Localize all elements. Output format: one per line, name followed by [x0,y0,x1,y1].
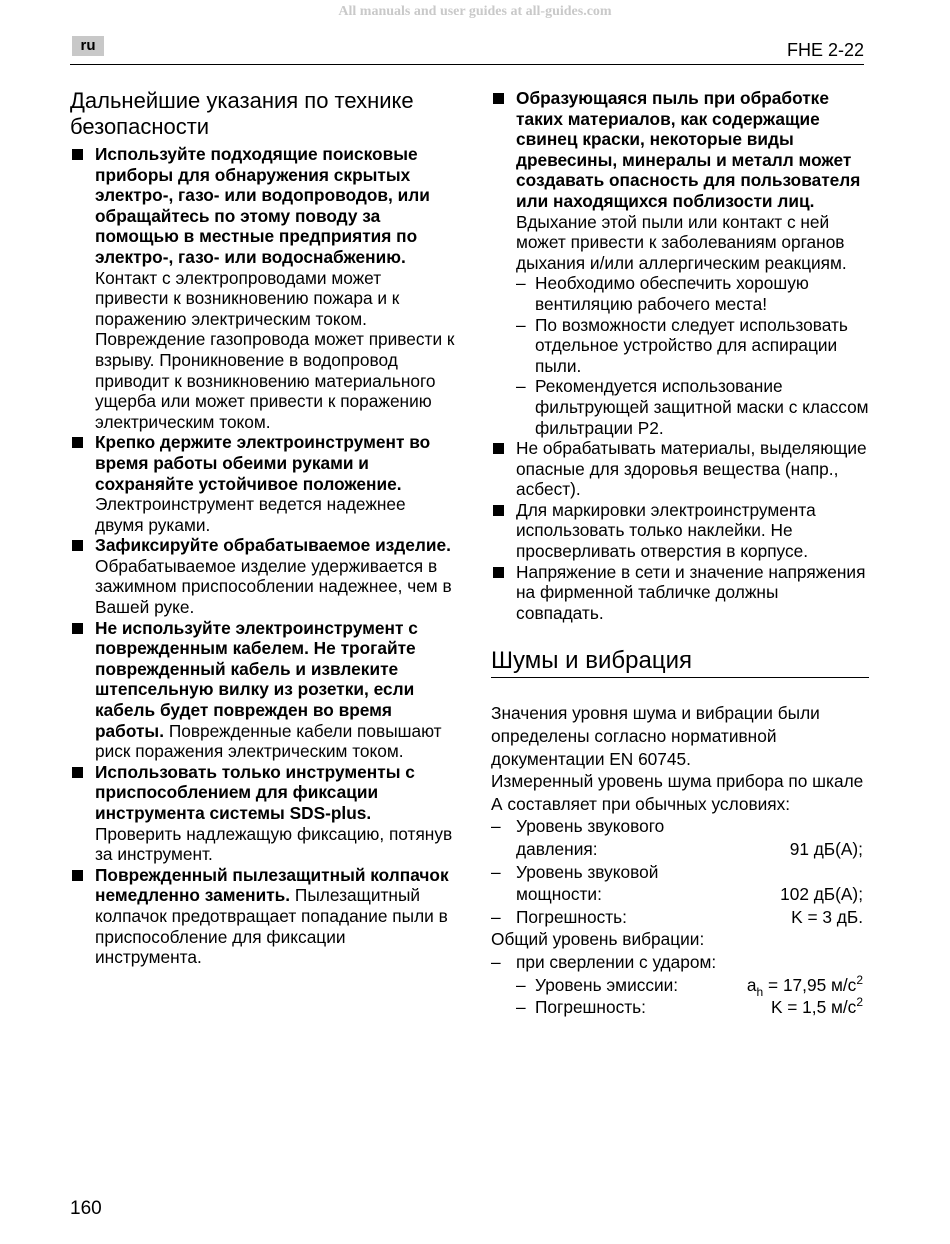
left-column [70,88,455,968]
safety-item-workpiece [70,535,455,617]
uncertainty-row [491,906,869,929]
right-column [491,88,869,1019]
vib-uncertainty-superscript: 2 [856,995,863,1010]
watermark-text: All manuals and user guides at all-guides.com [338,4,612,19]
safety-item-bold: Крепко держите электроинструмент во время работы обеими руками и сохраняйте устойчивое положение. [95,432,431,494]
safety-item-grip [70,432,455,535]
safety-item-text: Пылезащитный колпачок предотвращает попадание пыли в приспособление для фиксации инструмента. [95,885,448,968]
safety-item-detectors [70,144,455,432]
sound-power-label: – Уровень звуковой мощности: [516,861,659,905]
safety-item-labels: Для маркировки электроинструмента использовать только наклейки. Не просверливать отверстия в корпусе. [491,500,869,562]
emission-value-group [747,974,863,997]
noise-intro: Значения уровня шума и вибрации были определены согласно нормативной документации EN 60745. [491,703,820,769]
uncertainty-label: – Погрешность: [516,906,627,927]
safety-item-bold: Используйте подходящие поисковые приборы для обнаружения скрытых электро-, газо- или водопроводов, или обращайтесь по этому поводу за помощью в местные предприятия по электро-, газо- или водоснабжению. [95,144,430,267]
safety-item-text: Контакт с электропроводами может привести к возникновению пожара и к поражению электрическим током. Повреждение газопровода может привести к взрыву. Проникновение в водопровод приводит к возникновению материального ущерба или может привести к поражению электрическим током. [95,267,455,432]
vibration-total: Общий уровень вибрации: [491,929,705,950]
safety-item-text: Проверить надлежащую фиксацию, потянув за инструмент. [95,823,453,865]
emission-value: = 17,95 м/с [768,974,857,995]
sound-pressure-row [491,815,869,860]
sound-pressure-label: – Уровень звукового давления: [516,816,665,859]
emission-symbol: a [746,974,757,995]
safety-item-bold: Не используйте электроинструмент с поврежденным кабелем. Не трогайте поврежденный кабель и извлеките штепсельную вилку из розетки, если кабель будет поврежден во время работы. [95,617,418,741]
safety-item-text: Вдыхание этой пыли или контакт с ней может привести к заболеваниям органов дыхания и/или аллергическим реакциям. [516,211,847,273]
dust-dash-mask: – Рекомендуется использование фильтрующей защитной маски с классом фильтрации P2. [491,376,869,438]
sound-pressure-value: 91 дБ(А); [789,839,863,859]
noise-section [491,702,869,1018]
safety-item-bold: Поврежденный пылезащитный колпачок немедленно заменить. [95,864,449,906]
header-rule [70,64,864,65]
safety-item-bold: Зафиксируйте обрабатываемое изделие. [95,535,451,556]
emission-superscript: 2 [856,972,863,987]
safety-item-asbestos: Не обрабатывать материалы, выделяющие опасные для здоровья вещества (напр., асбест). [491,438,869,500]
safety-item-sds-plus [70,762,455,865]
vib-uncertainty-value: K = 1,5 м/с [770,997,857,1018]
emission-row [491,974,869,997]
sound-power-row [491,861,869,906]
safety-heading: Дальнейшие указания по технике безопасности [70,88,414,139]
safety-item-bold: Использовать только инструменты с приспособлением для фиксации инструмента системы SDS-plus. [95,761,415,823]
vib-uncertainty-row [491,996,869,1019]
sound-power-value: 102 дБ(А); [780,884,863,905]
emission-label: – Уровень эмиссии: [535,974,679,995]
noise-measured: Измеренный уровень шума прибора по шкале А составляет при обычных условиях: [491,771,864,814]
dust-dash-extraction: – По возможности следует использовать отдельное устройство для аспирации пыли. [491,315,869,377]
noise-heading: Шумы и вибрация [491,647,869,678]
uncertainty-value: K = 3 дБ. [791,906,863,927]
page-number: 160 [70,1198,102,1219]
safety-item-dust-cap [70,865,455,968]
safety-item-dust [491,88,869,273]
model-label: FHE 2-22 [786,40,864,60]
emission-subscript: h [756,984,764,999]
language-badge: ru [72,36,104,56]
safety-item-bold: Образующаяся пыль при обработке таких материалов, как содержащие свинец краски, некоторые виды древесины, минералы и металл может создавать опасность для пользователя или находящихся поблизости лиц. [516,88,861,211]
safety-item-text: Поврежденные кабели повышают риск поражения электрическим током. [95,720,442,762]
safety-item-text: Обрабатываемое изделие удерживается в зажимном приспособлении надежнее, чем в Вашей руке. [95,555,452,618]
safety-item-voltage: Напряжение в сети и значение напряжения на фирменной табличке должны совпадать. [491,562,869,624]
drilling-row: – при сверлении с ударом: [491,951,869,974]
dust-dash-ventilation: – Необходимо обеспечить хорошую вентиляцию рабочего места! [491,273,869,314]
vib-uncertainty-label: – Погрешность: [535,997,646,1018]
safety-item-cable [70,618,455,762]
vib-uncertainty-value-group [771,996,863,1019]
safety-item-text: Электроинструмент ведется надежнее двумя руками. [95,494,406,535]
